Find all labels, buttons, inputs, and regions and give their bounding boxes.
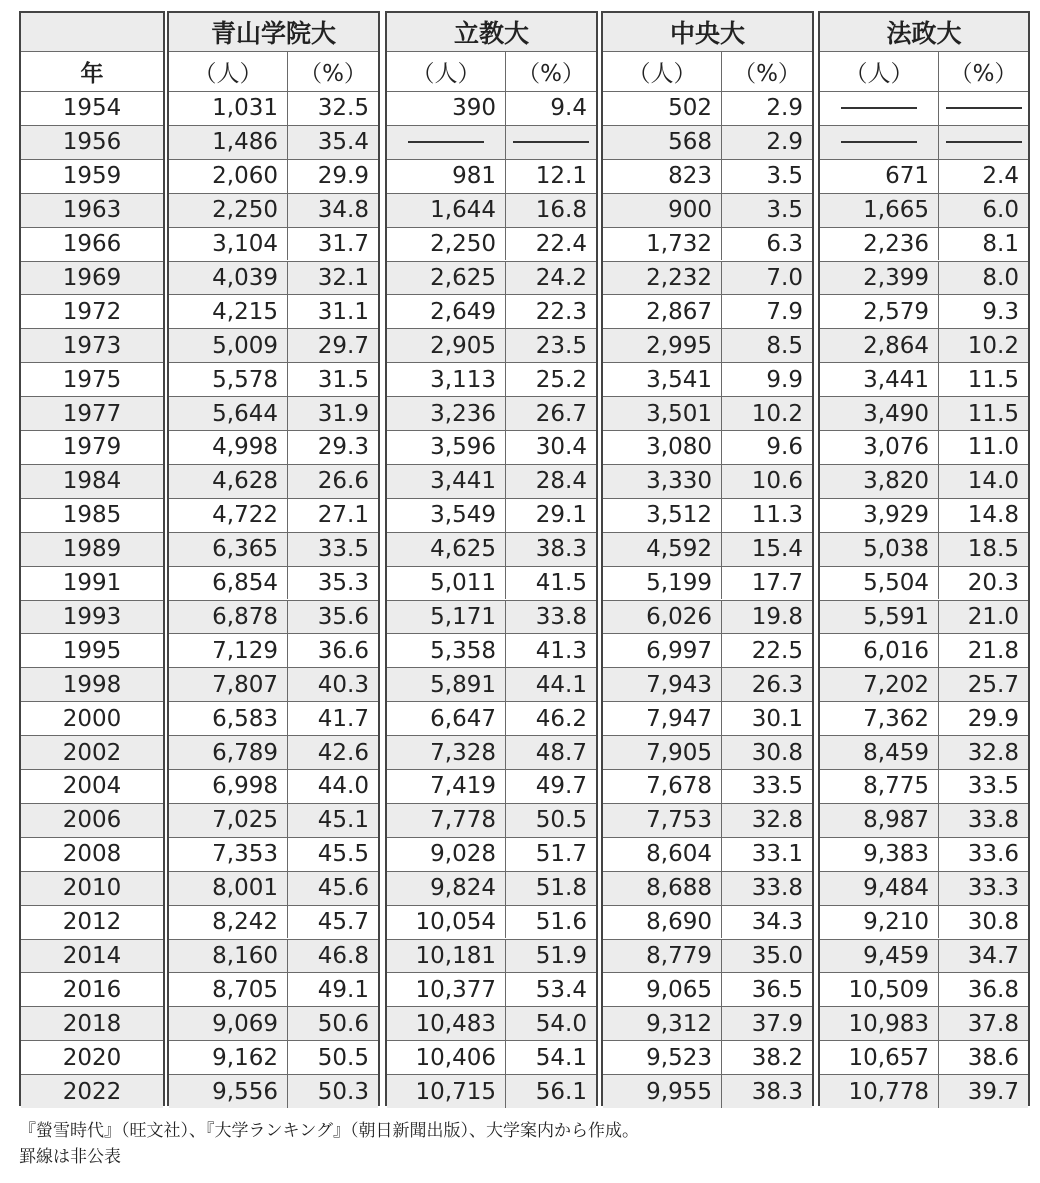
- percent-cell: 2.4: [938, 159, 1028, 193]
- percent-cell: 2.9: [721, 91, 812, 125]
- count-cell: 6,583: [169, 701, 287, 735]
- count-cell: 3,541: [603, 362, 721, 396]
- count-cell: 8,160: [169, 939, 287, 973]
- count-cell: 823: [603, 159, 721, 193]
- year-cell: 2000: [21, 701, 163, 735]
- count-cell: 3,104: [169, 227, 287, 261]
- percent-cell: 38.6: [938, 1040, 1028, 1074]
- percent-cell: 6.3: [721, 227, 812, 261]
- count-cell: 1,644: [387, 193, 505, 227]
- year-cell: 1993: [21, 600, 163, 634]
- year-column: [19, 11, 165, 1106]
- year-cell: 1975: [21, 362, 163, 396]
- percent-cell: 33.6: [938, 837, 1028, 871]
- percent-cell: 21.0: [938, 600, 1028, 634]
- percent-cell: 46.2: [505, 701, 596, 735]
- year-cell: 1977: [21, 396, 163, 430]
- count-cell: 9,312: [603, 1006, 721, 1040]
- percent-cell: 31.9: [287, 396, 378, 430]
- count-cell: 3,080: [603, 430, 721, 464]
- year-header: 年: [21, 51, 163, 91]
- count-cell: 8,690: [603, 905, 721, 939]
- percent-cell: 16.8: [505, 193, 596, 227]
- count-cell: 2,864: [820, 328, 938, 362]
- percent-cell: 7.9: [721, 294, 812, 328]
- count-cell: 9,523: [603, 1040, 721, 1074]
- percent-cell: 51.7: [505, 837, 596, 871]
- count-cell: 2,995: [603, 328, 721, 362]
- percent-cell: 36.5: [721, 972, 812, 1006]
- count-cell: 502: [603, 91, 721, 125]
- percent-cell: 51.8: [505, 871, 596, 905]
- year-cell: 1973: [21, 328, 163, 362]
- count-cell: 9,065: [603, 972, 721, 1006]
- count-cell: 2,250: [169, 193, 287, 227]
- count-cell: 3,512: [603, 498, 721, 532]
- percent-cell: 32.8: [721, 803, 812, 837]
- count-cell: 10,054: [387, 905, 505, 939]
- not-disclosed-dash: [946, 107, 1022, 109]
- count-cell: 7,905: [603, 735, 721, 769]
- count-cell: 2,905: [387, 328, 505, 362]
- percent-cell: 22.3: [505, 294, 596, 328]
- count-cell: 5,009: [169, 328, 287, 362]
- percent-cell: 18.5: [938, 532, 1028, 566]
- count-cell: 7,419: [387, 769, 505, 803]
- year-cell: 1963: [21, 193, 163, 227]
- percent-cell: 42.6: [287, 735, 378, 769]
- university-group: [818, 11, 1030, 1106]
- percent-cell: 30.8: [721, 735, 812, 769]
- percent-cell: 8.5: [721, 328, 812, 362]
- percent-cell: 11.3: [721, 498, 812, 532]
- count-cell: 6,878: [169, 600, 287, 634]
- count-cell: 6,789: [169, 735, 287, 769]
- percent-cell: 51.6: [505, 905, 596, 939]
- percent-cell: 36.8: [938, 972, 1028, 1006]
- percent-cell: 7.0: [721, 261, 812, 295]
- count-cell: 8,242: [169, 905, 287, 939]
- percent-cell: 32.5: [287, 91, 378, 125]
- unit-percent-header: （%）: [287, 51, 378, 91]
- count-cell: 4,628: [169, 464, 287, 498]
- year-cell: 1984: [21, 464, 163, 498]
- percent-cell: 24.2: [505, 261, 596, 295]
- count-cell: 6,997: [603, 633, 721, 667]
- percent-cell: 45.1: [287, 803, 378, 837]
- count-cell: 2,579: [820, 294, 938, 328]
- unit-people-header: （人）: [820, 51, 938, 91]
- percent-cell: 10.2: [721, 396, 812, 430]
- percent-cell: 56.1: [505, 1074, 596, 1108]
- count-cell: 2,250: [387, 227, 505, 261]
- percent-cell: 33.5: [721, 769, 812, 803]
- count-cell: 390: [387, 91, 505, 125]
- count-cell: 10,715: [387, 1074, 505, 1108]
- count-cell: 981: [387, 159, 505, 193]
- count-cell: 10,181: [387, 939, 505, 973]
- count-cell: 3,076: [820, 430, 938, 464]
- count-cell: 2,867: [603, 294, 721, 328]
- university-header: 青山学院大: [169, 13, 378, 51]
- percent-cell: 9.6: [721, 430, 812, 464]
- unit-people-header: （人）: [387, 51, 505, 91]
- count-cell: 2,649: [387, 294, 505, 328]
- percent-cell: 49.1: [287, 972, 378, 1006]
- percent-cell: 33.5: [287, 532, 378, 566]
- percent-cell: 29.9: [938, 701, 1028, 735]
- percent-cell: 36.6: [287, 633, 378, 667]
- percent-cell: 49.7: [505, 769, 596, 803]
- count-cell: 3,501: [603, 396, 721, 430]
- percent-cell: [938, 91, 1028, 125]
- percent-cell: 19.8: [721, 600, 812, 634]
- university-header: 中央大: [603, 13, 812, 51]
- percent-cell: 34.3: [721, 905, 812, 939]
- year-cell: 1995: [21, 633, 163, 667]
- percent-cell: 10.2: [938, 328, 1028, 362]
- count-cell: 9,484: [820, 871, 938, 905]
- year-cell: 1954: [21, 91, 163, 125]
- count-cell: 8,987: [820, 803, 938, 837]
- percent-cell: 35.6: [287, 600, 378, 634]
- percent-cell: 30.4: [505, 430, 596, 464]
- percent-cell: 54.1: [505, 1040, 596, 1074]
- count-cell: 7,202: [820, 667, 938, 701]
- count-cell: 2,236: [820, 227, 938, 261]
- percent-cell: 30.8: [938, 905, 1028, 939]
- percent-cell: 50.6: [287, 1006, 378, 1040]
- count-cell: 10,483: [387, 1006, 505, 1040]
- percent-cell: 50.5: [287, 1040, 378, 1074]
- not-disclosed-dash: [946, 141, 1022, 143]
- year-cell: 2020: [21, 1040, 163, 1074]
- percent-cell: 39.7: [938, 1074, 1028, 1108]
- percent-cell: 44.1: [505, 667, 596, 701]
- dash-note: 罫線は非公表: [19, 1147, 121, 1167]
- count-cell: 3,596: [387, 430, 505, 464]
- percent-cell: 14.8: [938, 498, 1028, 532]
- percent-cell: 27.1: [287, 498, 378, 532]
- header-blank: [21, 13, 163, 51]
- count-cell: 1,486: [169, 125, 287, 159]
- percent-cell: [505, 125, 596, 159]
- percent-cell: 50.3: [287, 1074, 378, 1108]
- percent-cell: 15.4: [721, 532, 812, 566]
- percent-cell: 26.7: [505, 396, 596, 430]
- count-cell: 10,406: [387, 1040, 505, 1074]
- year-cell: 1969: [21, 261, 163, 295]
- percent-cell: 40.3: [287, 667, 378, 701]
- percent-cell: 35.4: [287, 125, 378, 159]
- percent-cell: 44.0: [287, 769, 378, 803]
- percent-cell: 45.7: [287, 905, 378, 939]
- count-cell: 5,171: [387, 600, 505, 634]
- count-cell: 5,891: [387, 667, 505, 701]
- year-cell: 2016: [21, 972, 163, 1006]
- year-cell: 1966: [21, 227, 163, 261]
- count-cell: 5,644: [169, 396, 287, 430]
- count-cell: 7,943: [603, 667, 721, 701]
- count-cell: 5,038: [820, 532, 938, 566]
- count-cell: 5,591: [820, 600, 938, 634]
- count-cell: 9,459: [820, 939, 938, 973]
- percent-cell: 37.9: [721, 1006, 812, 1040]
- percent-cell: 12.1: [505, 159, 596, 193]
- count-cell: 1,031: [169, 91, 287, 125]
- count-cell: 7,778: [387, 803, 505, 837]
- percent-cell: 38.2: [721, 1040, 812, 1074]
- count-cell: 4,039: [169, 261, 287, 295]
- count-cell: 9,162: [169, 1040, 287, 1074]
- unit-percent-header: （%）: [505, 51, 596, 91]
- not-disclosed-dash: [513, 141, 589, 143]
- percent-cell: 17.7: [721, 566, 812, 600]
- year-cell: 1989: [21, 532, 163, 566]
- count-cell: 7,807: [169, 667, 287, 701]
- count-cell: 8,688: [603, 871, 721, 905]
- count-cell: 8,604: [603, 837, 721, 871]
- count-cell: 7,129: [169, 633, 287, 667]
- count-cell: 3,236: [387, 396, 505, 430]
- count-cell: 9,210: [820, 905, 938, 939]
- count-cell: 3,113: [387, 362, 505, 396]
- count-cell: 3,820: [820, 464, 938, 498]
- percent-cell: 3.5: [721, 193, 812, 227]
- percent-cell: 41.7: [287, 701, 378, 735]
- count-cell: [387, 125, 505, 159]
- percent-cell: 33.8: [938, 803, 1028, 837]
- count-cell: 7,328: [387, 735, 505, 769]
- percent-cell: 22.4: [505, 227, 596, 261]
- percent-cell: 38.3: [721, 1074, 812, 1108]
- count-cell: 8,779: [603, 939, 721, 973]
- count-cell: 3,490: [820, 396, 938, 430]
- percent-cell: 9.4: [505, 91, 596, 125]
- count-cell: 9,556: [169, 1074, 287, 1108]
- percent-cell: 3.5: [721, 159, 812, 193]
- unit-people-header: （人）: [603, 51, 721, 91]
- count-cell: 900: [603, 193, 721, 227]
- count-cell: 2,232: [603, 261, 721, 295]
- percent-cell: 31.7: [287, 227, 378, 261]
- percent-cell: 23.5: [505, 328, 596, 362]
- percent-cell: 11.5: [938, 362, 1028, 396]
- count-cell: 2,625: [387, 261, 505, 295]
- year-cell: 1959: [21, 159, 163, 193]
- percent-cell: 33.5: [938, 769, 1028, 803]
- percent-cell: 32.1: [287, 261, 378, 295]
- percent-cell: 9.9: [721, 362, 812, 396]
- percent-cell: 9.3: [938, 294, 1028, 328]
- count-cell: 7,678: [603, 769, 721, 803]
- percent-cell: 6.0: [938, 193, 1028, 227]
- percent-cell: 10.6: [721, 464, 812, 498]
- count-cell: 8,459: [820, 735, 938, 769]
- count-cell: 7,362: [820, 701, 938, 735]
- percent-cell: 29.3: [287, 430, 378, 464]
- percent-cell: 22.5: [721, 633, 812, 667]
- year-cell: 2014: [21, 939, 163, 973]
- count-cell: 3,929: [820, 498, 938, 532]
- university-header: 法政大: [820, 13, 1028, 51]
- percent-cell: 45.6: [287, 871, 378, 905]
- count-cell: 9,824: [387, 871, 505, 905]
- not-disclosed-dash: [841, 141, 917, 143]
- percent-cell: 31.5: [287, 362, 378, 396]
- count-cell: 6,647: [387, 701, 505, 735]
- percent-cell: 33.1: [721, 837, 812, 871]
- year-cell: 2022: [21, 1074, 163, 1108]
- year-cell: 2006: [21, 803, 163, 837]
- count-cell: 5,011: [387, 566, 505, 600]
- percent-cell: 33.3: [938, 871, 1028, 905]
- count-cell: 10,778: [820, 1074, 938, 1108]
- count-cell: 8,775: [820, 769, 938, 803]
- count-cell: 7,753: [603, 803, 721, 837]
- university-group: [601, 11, 814, 1106]
- percent-cell: 14.0: [938, 464, 1028, 498]
- count-cell: 2,399: [820, 261, 938, 295]
- percent-cell: 32.8: [938, 735, 1028, 769]
- count-cell: 1,732: [603, 227, 721, 261]
- count-cell: 5,578: [169, 362, 287, 396]
- year-cell: 1972: [21, 294, 163, 328]
- unit-people-header: （人）: [169, 51, 287, 91]
- percent-cell: 26.6: [287, 464, 378, 498]
- count-cell: 6,365: [169, 532, 287, 566]
- percent-cell: 34.7: [938, 939, 1028, 973]
- university-group: [167, 11, 380, 1106]
- count-cell: 3,330: [603, 464, 721, 498]
- percent-cell: 50.5: [505, 803, 596, 837]
- count-cell: 3,549: [387, 498, 505, 532]
- not-disclosed-dash: [841, 107, 917, 109]
- count-cell: 8,705: [169, 972, 287, 1006]
- count-cell: 568: [603, 125, 721, 159]
- count-cell: 4,592: [603, 532, 721, 566]
- percent-cell: 25.2: [505, 362, 596, 396]
- percent-cell: 41.5: [505, 566, 596, 600]
- count-cell: 5,358: [387, 633, 505, 667]
- count-cell: 10,983: [820, 1006, 938, 1040]
- count-cell: 2,060: [169, 159, 287, 193]
- count-cell: 5,199: [603, 566, 721, 600]
- percent-cell: 2.9: [721, 125, 812, 159]
- percent-cell: [938, 125, 1028, 159]
- count-cell: 10,509: [820, 972, 938, 1006]
- percent-cell: 37.8: [938, 1006, 1028, 1040]
- percent-cell: 53.4: [505, 972, 596, 1006]
- table-notes: [19, 1118, 639, 1170]
- count-cell: 1,665: [820, 193, 938, 227]
- unit-percent-header: （%）: [721, 51, 812, 91]
- year-cell: 1991: [21, 566, 163, 600]
- count-cell: 6,854: [169, 566, 287, 600]
- count-cell: 6,998: [169, 769, 287, 803]
- count-cell: 4,625: [387, 532, 505, 566]
- percent-cell: 11.5: [938, 396, 1028, 430]
- count-cell: 9,955: [603, 1074, 721, 1108]
- percent-cell: 33.8: [505, 600, 596, 634]
- percent-cell: 29.9: [287, 159, 378, 193]
- count-cell: 7,947: [603, 701, 721, 735]
- count-cell: 671: [820, 159, 938, 193]
- count-cell: 9,028: [387, 837, 505, 871]
- year-cell: 1979: [21, 430, 163, 464]
- count-cell: 10,657: [820, 1040, 938, 1074]
- count-cell: 6,026: [603, 600, 721, 634]
- percent-cell: 45.5: [287, 837, 378, 871]
- percent-cell: 21.8: [938, 633, 1028, 667]
- percent-cell: 29.1: [505, 498, 596, 532]
- university-group: [385, 11, 598, 1106]
- percent-cell: 35.0: [721, 939, 812, 973]
- percent-cell: 35.3: [287, 566, 378, 600]
- percent-cell: 8.0: [938, 261, 1028, 295]
- percent-cell: 20.3: [938, 566, 1028, 600]
- count-cell: 4,722: [169, 498, 287, 532]
- count-cell: 5,504: [820, 566, 938, 600]
- year-cell: 1998: [21, 667, 163, 701]
- count-cell: 7,025: [169, 803, 287, 837]
- unit-percent-header: （%）: [938, 51, 1028, 91]
- count-cell: 4,215: [169, 294, 287, 328]
- percent-cell: 34.8: [287, 193, 378, 227]
- count-cell: 4,998: [169, 430, 287, 464]
- count-cell: [820, 91, 938, 125]
- count-cell: [820, 125, 938, 159]
- university-header: 立教大: [387, 13, 596, 51]
- count-cell: 3,441: [387, 464, 505, 498]
- count-cell: 7,353: [169, 837, 287, 871]
- percent-cell: 29.7: [287, 328, 378, 362]
- year-cell: 2008: [21, 837, 163, 871]
- percent-cell: 33.8: [721, 871, 812, 905]
- percent-cell: 30.1: [721, 701, 812, 735]
- percent-cell: 26.3: [721, 667, 812, 701]
- percent-cell: 11.0: [938, 430, 1028, 464]
- year-cell: 2018: [21, 1006, 163, 1040]
- count-cell: 9,383: [820, 837, 938, 871]
- percent-cell: 54.0: [505, 1006, 596, 1040]
- count-cell: 6,016: [820, 633, 938, 667]
- percent-cell: 28.4: [505, 464, 596, 498]
- percent-cell: 25.7: [938, 667, 1028, 701]
- percent-cell: 46.8: [287, 939, 378, 973]
- year-cell: 2004: [21, 769, 163, 803]
- year-cell: 2010: [21, 871, 163, 905]
- year-cell: 1956: [21, 125, 163, 159]
- year-cell: 2012: [21, 905, 163, 939]
- percent-cell: 31.1: [287, 294, 378, 328]
- count-cell: 9,069: [169, 1006, 287, 1040]
- percent-cell: 51.9: [505, 939, 596, 973]
- count-cell: 10,377: [387, 972, 505, 1006]
- percent-cell: 41.3: [505, 633, 596, 667]
- not-disclosed-dash: [408, 141, 484, 143]
- count-cell: 3,441: [820, 362, 938, 396]
- source-note: 『螢雪時代』（旺文社）、『大学ランキング』（朝日新聞出版）、大学案内から作成。: [19, 1121, 639, 1141]
- year-cell: 1985: [21, 498, 163, 532]
- percent-cell: 8.1: [938, 227, 1028, 261]
- percent-cell: 48.7: [505, 735, 596, 769]
- count-cell: 8,001: [169, 871, 287, 905]
- year-cell: 2002: [21, 735, 163, 769]
- percent-cell: 38.3: [505, 532, 596, 566]
